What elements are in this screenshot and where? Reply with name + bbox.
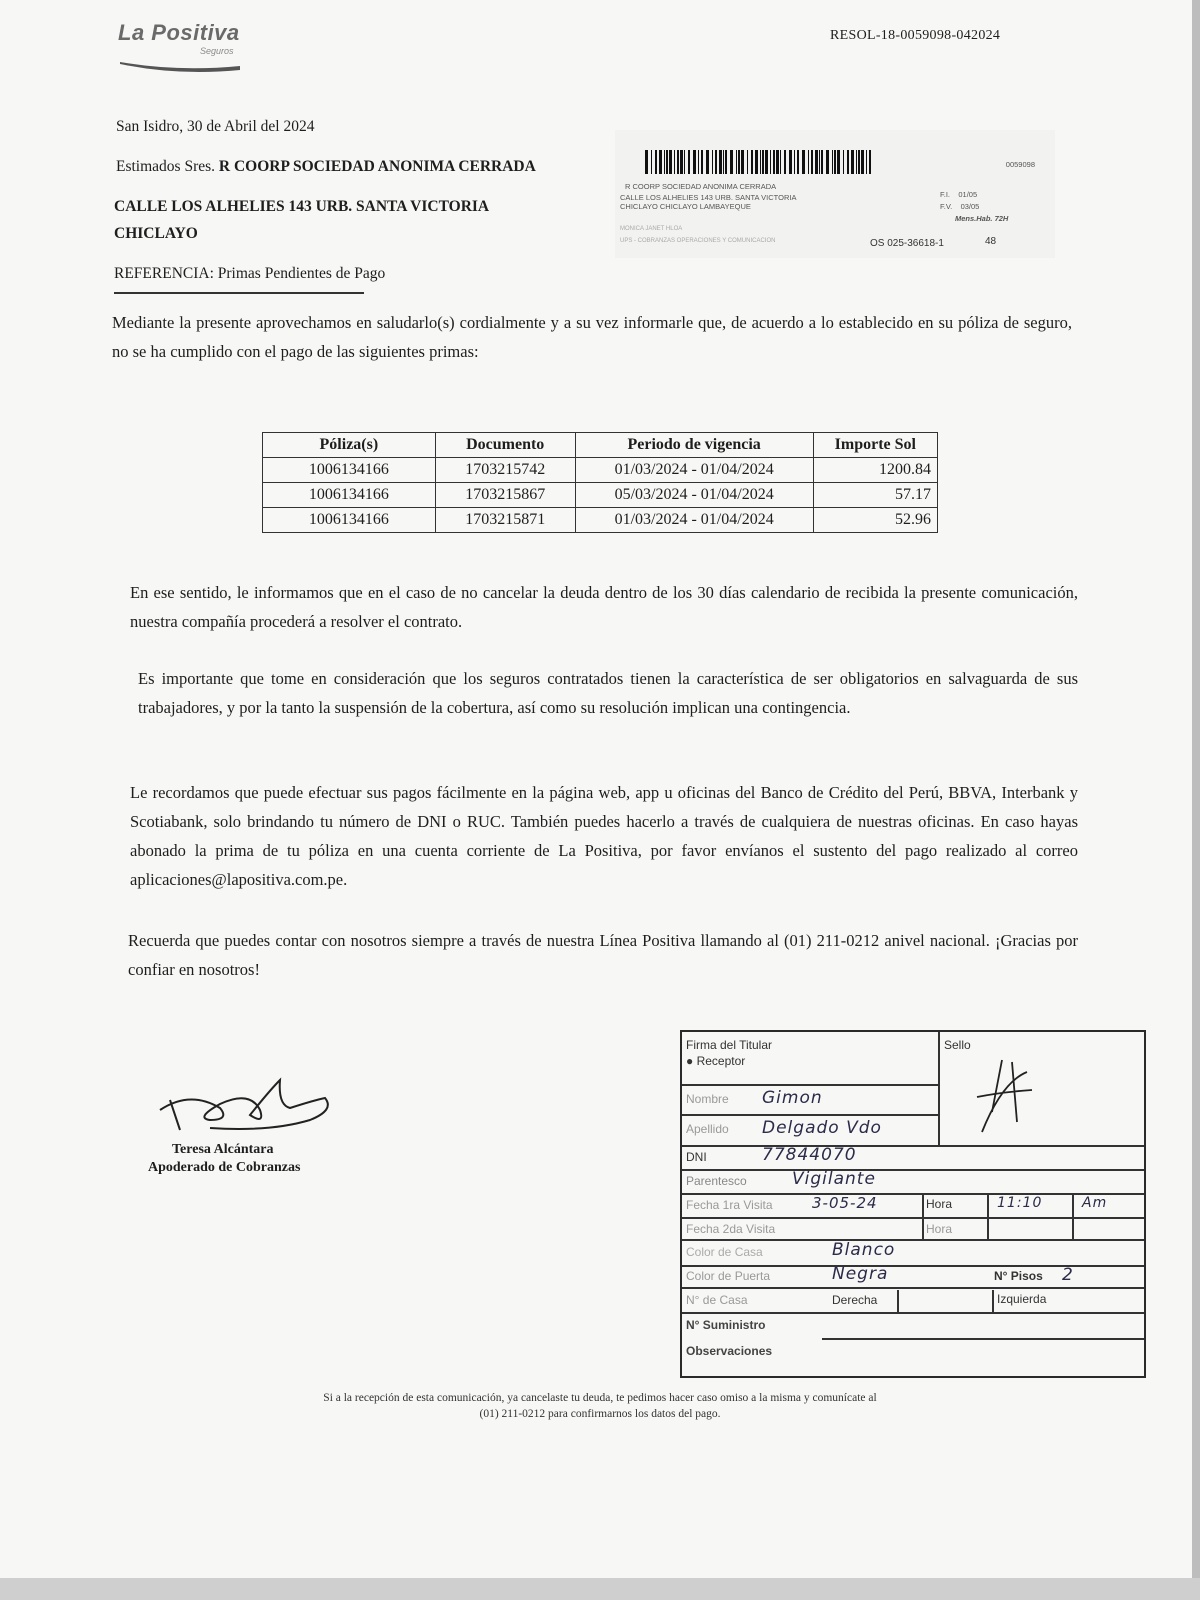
label-code: 0059098	[1005, 160, 1035, 169]
label-line-2: CALLE LOS ALHELIES 143 URB. SANTA VICTORIA	[620, 193, 797, 202]
table-row	[263, 458, 938, 483]
label-mens: Mens.Hab. 72H	[955, 214, 1009, 223]
label-os: OS 025-36618-1	[870, 238, 944, 249]
table-cell: 57.17	[813, 483, 937, 508]
form-value-hora: 11:10	[997, 1195, 1043, 1211]
form-label-fecha2: Fecha 2da Visita	[686, 1222, 776, 1236]
table-row	[263, 508, 938, 533]
form-label-apellido: Apellido	[686, 1122, 729, 1136]
form-label-dni: DNI	[686, 1150, 707, 1164]
footer-note-line-2: (01) 211-0212 para confirmarnos los datos del pago.	[479, 1408, 721, 1420]
reference-underline	[114, 292, 364, 294]
divider	[682, 1084, 938, 1086]
logo-subtitle: Seguros	[200, 46, 234, 56]
greeting-prefix: Estimados Sres.	[116, 158, 216, 175]
form-label-hora2: Hora	[926, 1222, 953, 1236]
column-header: Periodo de vigencia	[575, 433, 813, 458]
column-header: Póliza(s)	[263, 433, 436, 458]
form-label-observaciones: Observaciones	[686, 1344, 773, 1358]
barcode-icon	[645, 150, 875, 174]
mailing-label	[615, 130, 1055, 258]
divider	[682, 1239, 1144, 1241]
divider	[992, 1290, 994, 1312]
label-fi	[940, 190, 977, 199]
resolution-number: RESOL-18-0059098-042024	[830, 28, 1001, 43]
footer-note-line-1: Si a la recepción de esta comunicación, ya cancelaste tu deuda, te pedimos hacer caso omiso a la misma y comunícate al	[323, 1392, 877, 1404]
company-name: R COORP SOCIEDAD ANONIMA CERRADA	[218, 158, 536, 175]
label-line-3: CHICLAYO CHICLAYO LAMBAYEQUE	[620, 202, 751, 211]
logo-swoosh-icon	[118, 58, 243, 74]
form-label-casa: N° de Casa	[686, 1293, 748, 1307]
form-label-firma: Firma del Titular	[686, 1038, 773, 1052]
table-cell: 05/03/2024 - 01/04/2024	[575, 483, 813, 508]
divider	[682, 1217, 1144, 1219]
form-label-parentesco: Parentesco	[686, 1174, 747, 1188]
form-label-pisos: N° Pisos	[994, 1269, 1043, 1283]
divider	[938, 1032, 940, 1145]
divider	[987, 1193, 989, 1239]
table-header-row	[263, 433, 938, 458]
column-header: Documento	[435, 433, 575, 458]
divider	[897, 1290, 899, 1312]
form-label-derecha: Derecha	[832, 1293, 878, 1307]
handwritten-signature	[150, 1070, 340, 1140]
paragraph-importance: Es importante que tome en consideración que los seguros contratados tienen la característica de ser obligatorios en salvaguarda de sus trabajadores, y por la tanto la suspensión de la cobertura, así como su resolución implican una contingencia.	[138, 669, 1078, 717]
receipt-stamp-form	[680, 1030, 1146, 1378]
form-label-sello: Sello	[944, 1038, 971, 1052]
form-value-color-casa: Blanco	[832, 1240, 896, 1260]
form-value-apellido: Delgado Vdo	[762, 1118, 882, 1138]
form-value-am: Am	[1082, 1195, 1108, 1211]
intro-paragraph: Mediante la presente aprovechamos en saludarlo(s) cordialmente y a su vez informarle que, de acuerdo a lo establecido en su póliza de seguro, no se ha cumplido con el pago de las siguientes primas:	[112, 313, 1072, 361]
divider	[682, 1145, 1144, 1147]
form-label-suministro: N° Suministro	[686, 1318, 766, 1332]
paragraph-contact: Recuerda que puedes contar con nosotros siempre a través de nuestra Línea Positiva llamando al (01) 211-0212 anivel nacional. ¡Gracias por confiar en nosotros!	[128, 931, 1078, 979]
company-logo: La Positiva	[118, 20, 240, 45]
fi-value: 01/05	[958, 190, 978, 199]
table-row	[263, 483, 938, 508]
label-line-4: MONICA JANET HLOA	[620, 226, 683, 232]
divider	[682, 1265, 1144, 1267]
label-line-5: UPS - COBRANZAS OPERACIONES Y COMUNICACION	[620, 238, 776, 244]
table-cell: 01/03/2024 - 01/04/2024	[575, 508, 813, 533]
table-cell: 01/03/2024 - 01/04/2024	[575, 458, 813, 483]
paragraph-deadline: En ese sentido, le informamos que en el caso de no cancelar la deuda dentro de los 30 días calendario de recibida la presente comunicación, nuestra compañía procederá a resolver el contrato.	[130, 583, 1078, 631]
form-label-fecha1: Fecha 1ra Visita	[686, 1198, 773, 1212]
divider	[1072, 1193, 1074, 1239]
form-label-receptor: ● Receptor	[686, 1054, 746, 1068]
form-label-color-casa: Color de Casa	[686, 1245, 763, 1259]
fi-label: F.I.	[940, 190, 951, 199]
divider	[822, 1338, 1144, 1340]
table-cell: 1703215871	[435, 508, 575, 533]
divider	[682, 1287, 1144, 1289]
greeting	[116, 158, 536, 176]
divider	[682, 1312, 1144, 1314]
divider	[682, 1114, 938, 1116]
fv-value: 03/05	[960, 202, 980, 211]
paragraph-payment-options: Le recordamos que puede efectuar sus pagos fácilmente en la página web, app u oficinas del Banco de Crédito del Perú, BBVA, Interbank y Scotiabank, solo brindando tu número de DNI o RUC. También puedes hacerlo a través de cualquiera de nuestras oficinas. En caso hayas abonado la prima de tu póliza en una cuenta corriente de La Positiva, por favor envíanos el sustento del pago realizado al correo aplicaciones@lapositiva.com.pe.	[130, 783, 1078, 889]
form-value-dni: 77844070	[762, 1145, 857, 1165]
table-cell: 52.96	[813, 508, 937, 533]
reference-line: REFERENCIA: Primas Pendientes de Pago	[114, 265, 386, 282]
stamp-mark	[972, 1052, 1042, 1137]
form-value-fecha1: 3-05-24	[812, 1194, 878, 1212]
fv-label: F.V.	[940, 202, 953, 211]
table-cell: 1006134166	[263, 508, 436, 533]
form-value-parentesco: Vigilante	[792, 1169, 876, 1189]
address-line-1: CALLE LOS ALHELIES 143 URB. SANTA VICTORIA	[114, 198, 490, 215]
table-cell: 1200.84	[813, 458, 937, 483]
table-cell: 1703215867	[435, 483, 575, 508]
page-bottom-edge	[0, 1578, 1200, 1600]
form-value-nombre: Gimon	[762, 1088, 823, 1108]
table-cell: 1006134166	[263, 458, 436, 483]
form-label-izquierda: Izquierda	[997, 1292, 1047, 1306]
column-header: Importe Sol	[813, 433, 937, 458]
label-line-1: R COORP SOCIEDAD ANONIMA CERRADA	[625, 182, 777, 191]
label-os-num: 48	[985, 236, 997, 247]
signer-name: Teresa Alcántara	[172, 1142, 274, 1157]
divider	[922, 1193, 924, 1239]
form-value-puerta: Negra	[832, 1264, 889, 1284]
divider	[682, 1169, 1144, 1171]
page-edge	[1192, 0, 1200, 1600]
divider	[682, 1193, 1144, 1195]
form-label-hora: Hora	[926, 1197, 953, 1211]
label-fv	[940, 202, 979, 211]
premiums-table	[262, 432, 938, 533]
form-value-pisos: 2	[1062, 1265, 1074, 1285]
address-line-2: CHICLAYO	[114, 225, 198, 242]
form-label-puerta: Color de Puerta	[686, 1269, 771, 1283]
table-cell: 1703215742	[435, 458, 575, 483]
form-label-nombre: Nombre	[686, 1092, 729, 1106]
signer-title: Apoderado de Cobranzas	[148, 1160, 301, 1175]
date-line: San Isidro, 30 de Abril del 2024	[116, 118, 315, 135]
table-cell: 1006134166	[263, 483, 436, 508]
